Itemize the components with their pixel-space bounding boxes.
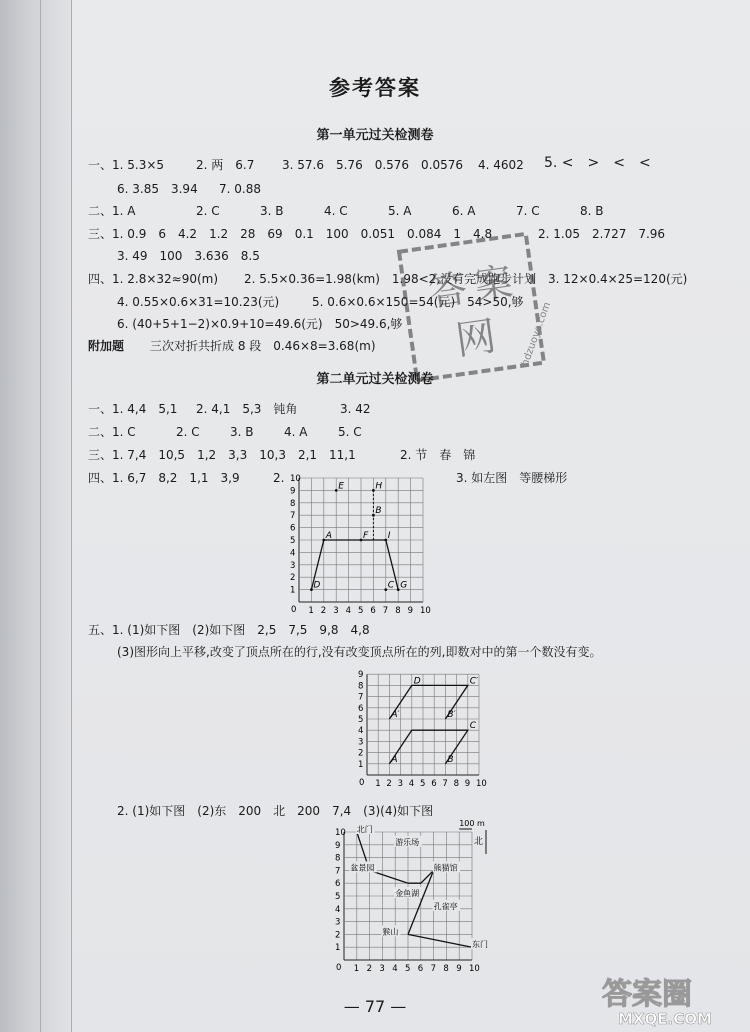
x-tick-label: 3 <box>397 779 404 789</box>
u1-q1-4: 4. 4602 <box>478 158 524 172</box>
x-tick-label: 10 <box>469 964 480 974</box>
y-tick-label: 5 <box>358 715 364 725</box>
u2-q4-1: 四、1. 6,7 8,2 1,1 3,9 <box>88 471 240 485</box>
y-tick-label: 5 <box>290 536 296 546</box>
origin-label: 0 <box>291 605 297 615</box>
point-label: B <box>447 754 454 765</box>
x-tick-label: 3 <box>333 606 339 616</box>
u2-q1-2: 2. 4,1 5,3 钝角 <box>196 402 298 416</box>
grid-point <box>384 539 387 542</box>
x-tick-label: 5 <box>420 779 426 789</box>
u1-q3-3: 3. 49 100 3.636 8.5 <box>117 249 260 263</box>
u1-q2-5: 5. A <box>388 204 412 218</box>
map-place-label: 东门 <box>472 940 488 950</box>
x-tick-label: 7 <box>430 964 437 974</box>
origin-label: 0 <box>336 963 342 973</box>
u1-q1-1: 一、1. 5.3×5 <box>88 158 165 172</box>
u2-q3-1: 三、1. 7,4 10,5 1,2 3,3 10,3 2,1 11,1 <box>88 448 356 462</box>
y-tick-label: 9 <box>290 486 296 497</box>
point-label: A <box>325 531 332 541</box>
x-tick-label: 5 <box>358 606 364 616</box>
grid-point <box>360 539 363 542</box>
x-tick-label: 4 <box>345 606 352 616</box>
x-tick-label: 1 <box>308 606 314 616</box>
y-tick-label: 4 <box>358 726 364 737</box>
stamp-char-2: 案 <box>471 259 516 309</box>
grid-point <box>335 489 338 492</box>
grid-point <box>384 588 387 591</box>
u2-q1-3: 3. 42 <box>340 402 371 416</box>
u1-q1-6: 6. 3.85 3.94 <box>117 182 198 196</box>
map-place-label: 孔雀亭 <box>433 901 458 911</box>
y-tick-label: 6 <box>335 879 341 890</box>
point-label: A <box>391 754 398 765</box>
y-tick-label: 3 <box>290 560 296 571</box>
watermark-url: MXQE.COM <box>618 1010 712 1028</box>
x-tick-label: 9 <box>464 779 471 789</box>
map-place-label: 盆景园 <box>350 863 375 873</box>
point-label: B <box>375 506 382 517</box>
route-lower <box>408 934 472 947</box>
coordinate-grid-trapezoid <box>282 470 447 620</box>
y-tick-label: 1 <box>290 585 296 596</box>
watermark-logo: 答案圈 <box>602 977 692 1012</box>
u1-q1-3: 3. 57.6 5.76 0.576 0.0576 <box>282 158 464 172</box>
u2-q2-5: 5. C <box>338 425 362 439</box>
parallelogram-top <box>389 685 467 719</box>
u1-q2-4: 4. C <box>324 204 348 218</box>
spine-fold-line <box>40 0 41 1032</box>
y-tick-label: 10 <box>290 474 301 484</box>
point-label: A′ <box>391 710 400 720</box>
y-tick-label: 2 <box>358 748 364 759</box>
unit2-heading: 第二单元过关检测卷 <box>316 372 434 387</box>
u2-q5-1: 五、1. (1)如下图 (2)如下图 2,5 7,5 9,8 4,8 <box>88 623 370 637</box>
origin-label: 0 <box>359 778 365 788</box>
y-tick-label: 7 <box>335 866 341 877</box>
point-label: C′ <box>469 676 479 687</box>
u1-q4-4: 4. 0.55×0.6×31=10.23(元) <box>117 295 280 309</box>
u2-q2-3: 3. B <box>230 425 254 439</box>
book-spine <box>0 0 72 1032</box>
u1-q2-6: 6. A <box>452 204 476 218</box>
u1-q4-3: 3. 12×0.4×25=120(元) <box>548 272 688 286</box>
grid-point <box>397 588 400 591</box>
u2-q5-3: (3)图形向上平移,改变了顶点所在的行,没有改变顶点所在的列,即数对中的第一个数没有变。 <box>117 645 602 659</box>
y-tick-label: 8 <box>358 681 364 692</box>
point-label: E <box>338 481 344 492</box>
y-tick-label: 3 <box>358 737 364 748</box>
y-tick-label: 4 <box>335 904 341 915</box>
y-tick-label: 9 <box>335 840 341 851</box>
u1-q3-2: 2. 1.05 2.727 7.96 <box>538 227 666 241</box>
u1-q1-2: 2. 两 6.7 <box>196 158 255 172</box>
unit1-heading: 第一单元过关检测卷 <box>316 128 434 143</box>
u2-q4-2: 2. <box>273 471 285 485</box>
y-tick-label: 5 <box>335 892 341 902</box>
u1-q4-5: 5. 0.6×0.6×150=54(元) 54>50,够 <box>312 295 524 309</box>
x-tick-label: 6 <box>417 964 424 974</box>
x-tick-label: 8 <box>443 964 449 974</box>
x-tick-label: 2 <box>320 606 327 616</box>
page-number: — 77 — <box>343 997 407 1016</box>
u1-bonus-label: 附加题 <box>88 339 125 353</box>
x-tick-label: 1 <box>353 964 360 974</box>
grid-point <box>310 588 313 591</box>
x-tick-label: 4 <box>392 964 398 974</box>
stamp-char-3: 网 <box>452 313 499 365</box>
u2-q2-2: 2. C <box>176 425 200 439</box>
u1-q4-6: 6. (40+5+1−2)×0.9+10=49.6(元) 50>49.6,够 <box>117 317 403 331</box>
map-place-label: 熊猫馆 <box>433 863 458 873</box>
grid-point <box>372 489 375 492</box>
page-title: 参考答案 <box>329 76 421 100</box>
y-tick-label: 8 <box>290 498 296 509</box>
x-tick-label: 1 <box>375 779 381 789</box>
map-place-label: 金鱼湖 <box>395 889 420 898</box>
u1-q1-5: 5. < > < < <box>544 155 651 171</box>
u1-q2-1: 二、1. A <box>88 204 136 218</box>
u1-q2-7: 7. C <box>516 204 540 218</box>
u1-q2-8: 8. B <box>580 204 604 218</box>
x-tick-label: 8 <box>395 606 401 616</box>
x-tick-label: 4 <box>408 779 415 789</box>
point-label: G <box>400 580 408 591</box>
map-place-label: 猴山 <box>382 927 399 937</box>
site-watermark <box>598 970 748 1028</box>
grid-point <box>322 539 325 542</box>
point-label: C <box>469 721 477 732</box>
x-tick-label: 9 <box>456 964 462 974</box>
u1-q3-1: 三、1. 0.9 6 4.2 1.2 28 69 0.1 100 0.051 0.084 1 4.8 <box>88 227 493 241</box>
u2-q4-3: 3. 如左图 等腰梯形 <box>456 471 568 485</box>
scale-label: 100 m <box>459 819 485 828</box>
y-tick-label: 1 <box>358 759 364 770</box>
point-label: I <box>387 531 391 541</box>
u1-bonus-answer: 三次对折共折成 8 段 0.46×8=3.68(m) <box>150 339 376 353</box>
y-tick-label: 7 <box>290 511 296 522</box>
map-place-label: 游乐场 <box>395 837 420 847</box>
point-label: H <box>375 481 383 492</box>
x-tick-label: 7 <box>442 779 448 789</box>
x-tick-label: 10 <box>420 606 431 616</box>
u2-q1-1: 一、1. 4,4 5,1 <box>88 402 178 416</box>
x-tick-label: 6 <box>431 779 437 789</box>
u1-q4-1: 四、1. 2.8×32≈90(m) <box>88 272 219 286</box>
u2-q3-2: 2. 节 春 锦 <box>400 448 476 462</box>
u2-q5-2: 2. (1)如下图 (2)东 200 北 200 7,4 (3)(4)如下图 <box>117 804 434 818</box>
u2-q2-4: 4. A <box>284 425 308 439</box>
y-tick-label: 2 <box>335 930 341 941</box>
stamp-url: hdzuoye.com <box>519 300 554 368</box>
park-map-grid <box>324 819 504 974</box>
point-label: B′ <box>447 710 456 720</box>
y-tick-label: 8 <box>335 853 341 864</box>
point-label: D <box>413 676 421 687</box>
y-tick-label: 2 <box>290 573 296 584</box>
x-tick-label: 6 <box>370 606 376 616</box>
x-tick-label: 2 <box>366 964 373 974</box>
x-tick-label: 8 <box>453 779 460 789</box>
u1-q2-3: 3. B <box>260 204 284 218</box>
coordinate-grid-translation <box>350 668 500 798</box>
stamp-char-1: 答 <box>425 265 470 315</box>
x-tick-label: 5 <box>405 964 411 974</box>
point-label: F <box>363 531 369 541</box>
y-tick-label: 3 <box>335 917 341 928</box>
x-tick-label: 7 <box>382 606 389 616</box>
map-place-label: 北门 <box>356 825 373 834</box>
y-tick-label: 7 <box>358 692 364 703</box>
parallelogram-bottom <box>389 730 467 764</box>
y-tick-label: 9 <box>358 670 364 681</box>
y-tick-label: 10 <box>335 828 346 838</box>
point-label: D <box>313 580 321 591</box>
u1-q4-2: 2. 5.5×0.36=1.98(km) 1.98<2,没有完成跑步计划 <box>244 272 537 286</box>
y-tick-label: 1 <box>335 943 341 954</box>
north-label: 北 <box>474 837 484 847</box>
y-tick-label: 6 <box>290 523 296 534</box>
u2-q2-1: 二、1. C <box>88 425 136 439</box>
y-tick-label: 4 <box>290 548 296 559</box>
x-tick-label: 9 <box>407 606 414 616</box>
point-label: C <box>387 580 395 591</box>
x-tick-label: 10 <box>476 779 487 789</box>
grid-point <box>372 514 375 517</box>
y-tick-label: 6 <box>358 703 364 714</box>
seal-stamp <box>398 236 554 386</box>
u1-q1-7: 7. 0.88 <box>219 182 261 196</box>
x-tick-label: 3 <box>379 964 385 974</box>
x-tick-label: 2 <box>386 779 392 789</box>
u1-q2-2: 2. C <box>196 204 220 218</box>
